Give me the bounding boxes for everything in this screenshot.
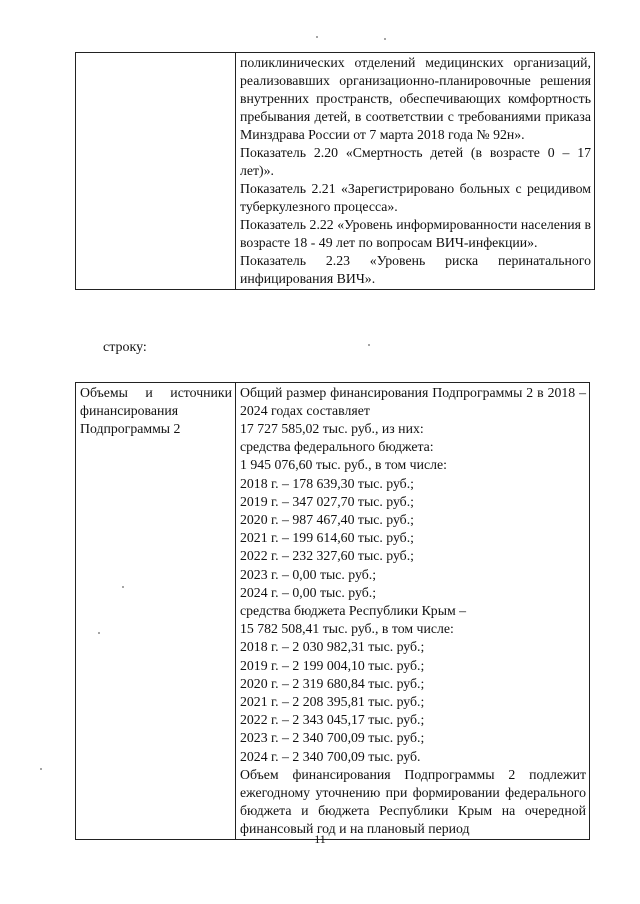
- financing-line: 2018 г. – 178 639,30 тыс. руб.;: [240, 475, 414, 491]
- indicators-cell: [236, 53, 595, 290]
- financing-closing: Объем финансирования Подпрограммы 2 подлежит ежегодному уточнению при формировании федерального бюджета и бюджета Республики Крым на очередной финансовый год и на плановый период: [240, 766, 586, 836]
- financing-table: [75, 382, 590, 840]
- page-number: 11: [314, 832, 326, 846]
- paragraph-indicator-2-20: Показатель 2.20 «Смертность детей (в возрасте 0 – 17 лет)».: [240, 145, 591, 178]
- financing-intro: Общий размер финансирования Подпрограммы 2 в 2018 – 2024 годах составляет: [240, 385, 586, 418]
- financing-line: 2020 г. – 987 467,40 тыс. руб.;: [240, 512, 414, 528]
- empty-left-cell: [76, 53, 236, 290]
- financing-line: 2019 г. – 347 027,70 тыс. руб.;: [240, 493, 414, 509]
- financing-line: 2019 г. – 2 199 004,10 тыс. руб.;: [240, 657, 425, 673]
- table-row: [76, 53, 595, 290]
- replace-line-label: строку:: [103, 340, 147, 355]
- financing-line: 2023 г. – 2 340 700,09 тыс. руб.;: [240, 730, 425, 746]
- financing-line: 2023 г. – 0,00 тыс. руб.;: [240, 566, 377, 582]
- paragraph-indicator-2-21: Показатель 2.21 «Зарегистрировано больных с рецидивом туберкулезного процесса».: [240, 181, 591, 214]
- financing-line: 2018 г. – 2 030 982,31 тыс. руб.;: [240, 639, 425, 655]
- financing-line: 15 782 508,41 тыс. руб., в том числе:: [240, 621, 454, 637]
- financing-line: 2024 г. – 0,00 тыс. руб.;: [240, 584, 377, 600]
- financing-label-cell: [76, 383, 236, 840]
- financing-line: 17 727 585,02 тыс. руб., из них:: [240, 421, 424, 436]
- scan-speck: [40, 768, 42, 770]
- financing-line: 1 945 076,60 тыс. руб., в том числе:: [240, 457, 447, 473]
- scan-speck: [316, 36, 318, 38]
- financing-line: 2024 г. – 2 340 700,09 тыс. руб.: [240, 748, 421, 764]
- financing-line: 2021 г. – 2 208 395,81 тыс. руб.;: [240, 694, 425, 710]
- paragraph-organizations: поликлинических отделений медицинских организаций, реализовавших организационно-планировочные решения внутренних пространств, обеспечивающих комфортность пребывания детей, в соответствии с требованиями приказа Минздрава России от 7 марта 2018 года № 92н».: [240, 55, 591, 142]
- scan-speck: [368, 344, 370, 346]
- financing-details-cell: [236, 383, 590, 840]
- financing-line: средства федерального бюджета:: [240, 439, 434, 455]
- paragraph-indicator-2-22: Показатель 2.22 «Уровень информированности населения в возрасте 18 - 49 лет по вопросам ВИЧ-инфекции».: [240, 217, 591, 250]
- paragraph-indicator-2-23: Показатель 2.23 «Уровень риска перинатального инфицирования ВИЧ».: [240, 253, 591, 286]
- scan-speck: [384, 38, 386, 40]
- financing-label: Объемы и источники финансирования Подпрограммы 2: [80, 385, 232, 436]
- financing-line: 2021 г. – 199 614,60 тыс. руб.;: [240, 530, 414, 546]
- indicators-table-continuation: [75, 52, 595, 290]
- table-row: [76, 383, 590, 840]
- financing-line: 2022 г. – 2 343 045,17 тыс. руб.;: [240, 712, 425, 728]
- financing-line: средства бюджета Республики Крым –: [240, 603, 467, 619]
- financing-line: 2020 г. – 2 319 680,84 тыс. руб.;: [240, 675, 425, 691]
- financing-line: 2022 г. – 232 327,60 тыс. руб.;: [240, 548, 414, 564]
